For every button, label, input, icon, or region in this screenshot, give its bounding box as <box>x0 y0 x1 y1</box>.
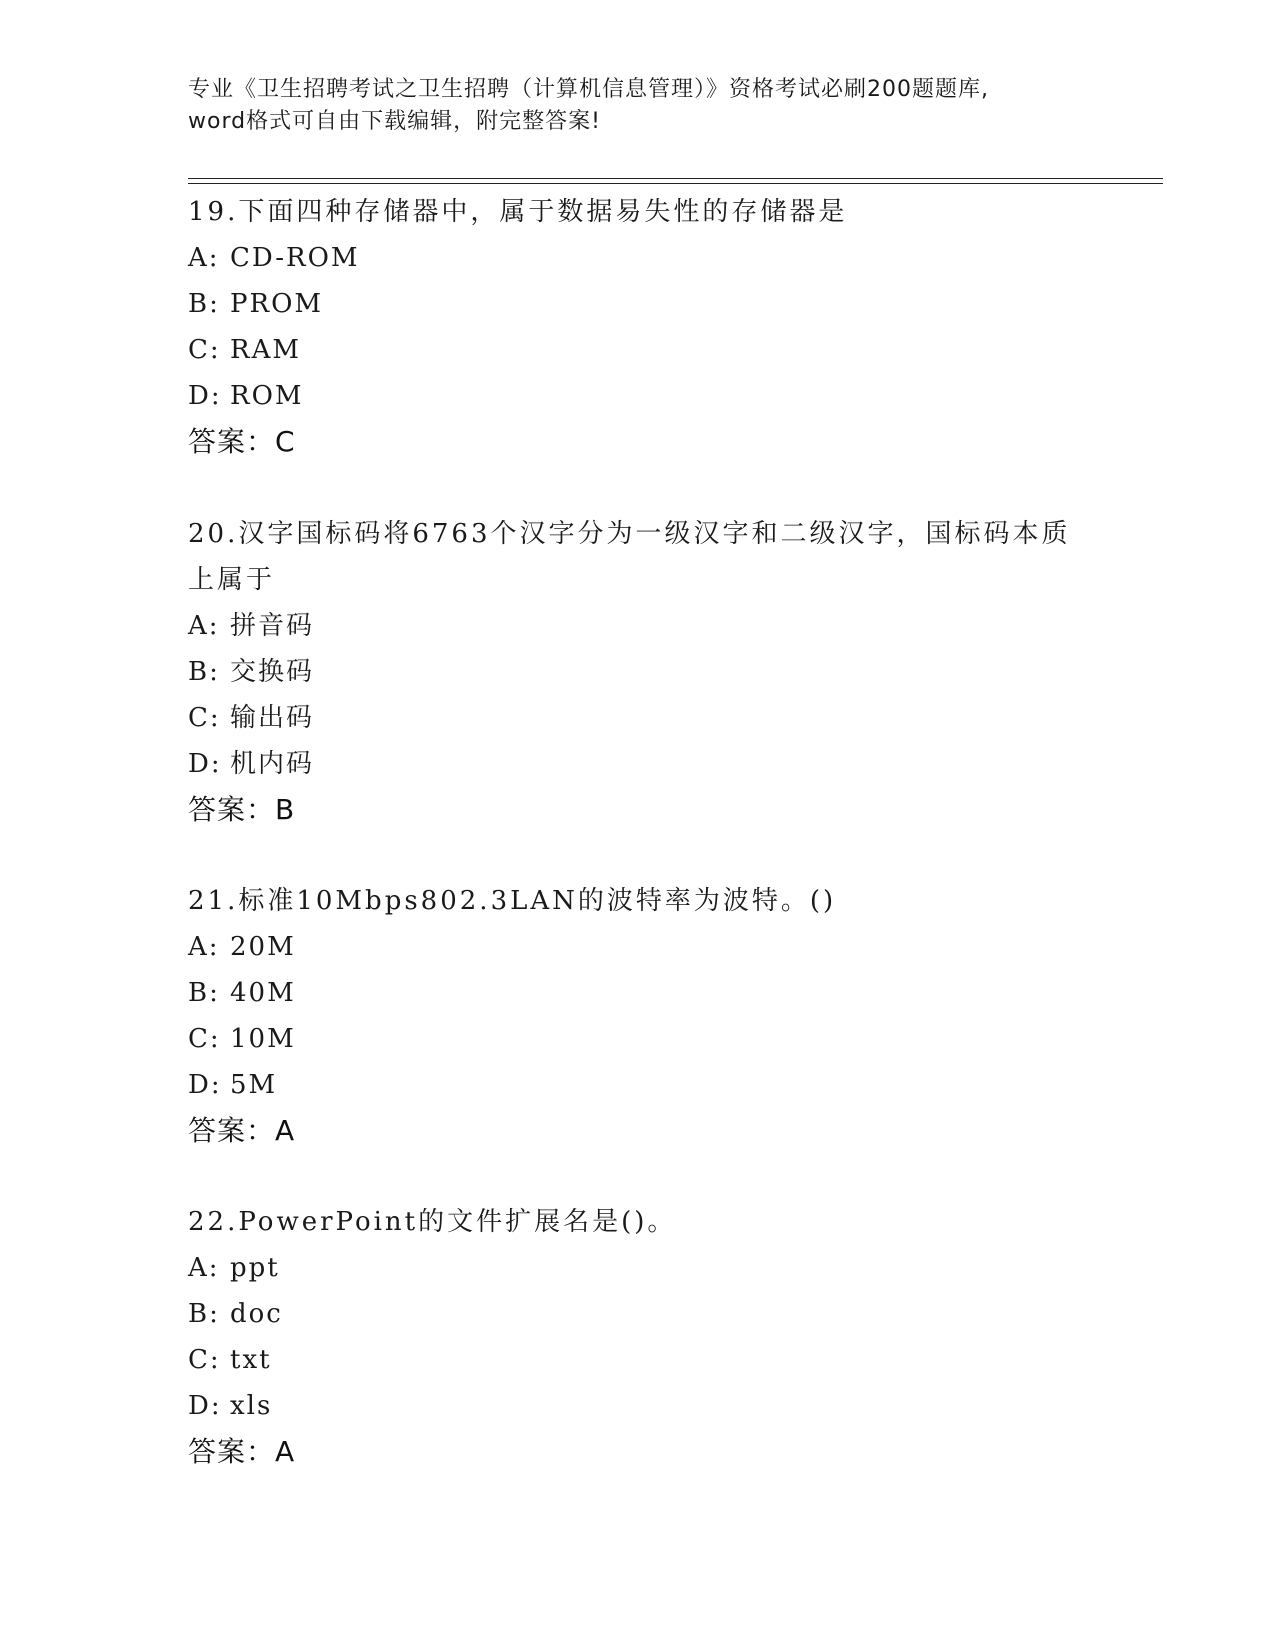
option-value: 输出码 <box>230 703 315 733</box>
option-d <box>188 741 1088 787</box>
option-key: A: <box>188 611 220 641</box>
option-key: A: <box>188 243 220 273</box>
option-key: C: <box>188 1024 221 1054</box>
option-c <box>188 1337 1088 1383</box>
header-subtitle-line: word格式可自由下载编辑，附完整答案! <box>188 109 601 134</box>
answer-label: 答案：C <box>188 425 296 458</box>
option-value: RAM <box>230 335 301 365</box>
option-value: ppt <box>230 1253 280 1283</box>
question-19 <box>188 189 1088 465</box>
option-c <box>188 327 1088 373</box>
option-d <box>188 373 1088 419</box>
option-key: C: <box>188 703 221 733</box>
option-b <box>188 281 1088 327</box>
option-key: A: <box>188 1253 220 1283</box>
option-value: txt <box>230 1345 272 1375</box>
question-21 <box>188 878 1088 1154</box>
option-a <box>188 235 1088 281</box>
option-b <box>188 649 1088 695</box>
header-divider-top <box>188 178 1163 179</box>
question-text-line: 19.下面四种存储器中，属于数据易失性的存储器是 <box>188 197 848 227</box>
question-text <box>188 878 1088 924</box>
option-d <box>188 1383 1088 1429</box>
option-a <box>188 1245 1088 1291</box>
answer-label: 答案：A <box>188 1435 296 1468</box>
option-key: A: <box>188 932 220 962</box>
document-header <box>188 74 1088 138</box>
option-value: 拼音码 <box>230 611 315 641</box>
option-value: 5M <box>230 1070 278 1100</box>
option-key: D: <box>188 381 222 411</box>
question-text <box>188 511 1088 603</box>
option-value: doc <box>230 1299 283 1329</box>
option-value: 机内码 <box>230 749 315 779</box>
question-text-line: 21.标准10Mbps802.3LAN的波特率为波特。() <box>188 886 837 916</box>
answer-label: 答案：B <box>188 793 296 826</box>
option-b <box>188 1291 1088 1337</box>
option-key: D: <box>188 749 222 779</box>
header-divider-bottom <box>188 183 1163 184</box>
question-22 <box>188 1199 1088 1475</box>
question-20 <box>188 511 1088 833</box>
option-value: ROM <box>230 381 304 411</box>
option-key: B: <box>188 289 220 319</box>
question-text-line: 上属于 <box>188 565 276 595</box>
option-key: C: <box>188 335 221 365</box>
option-key: B: <box>188 1299 220 1329</box>
option-c <box>188 1016 1088 1062</box>
option-a <box>188 924 1088 970</box>
option-key: D: <box>188 1070 222 1100</box>
header-title-line: 专业《卫生招聘考试之卫生招聘（计算机信息管理）》资格考试必刷200题题库, <box>188 77 989 102</box>
option-c <box>188 695 1088 741</box>
option-key: B: <box>188 978 220 1008</box>
option-value: 20M <box>230 932 296 962</box>
option-key: D: <box>188 1391 222 1421</box>
option-value: CD-ROM <box>230 243 360 273</box>
question-text-line: 20.汉字国标码将6763个汉字分为一级汉字和二级汉字，国标码本质 <box>188 519 1071 549</box>
option-value: xls <box>230 1391 273 1421</box>
option-value: 交换码 <box>230 657 315 687</box>
option-key: B: <box>188 657 220 687</box>
option-b <box>188 970 1088 1016</box>
question-text <box>188 1199 1088 1245</box>
option-value: PROM <box>230 289 324 319</box>
question-text <box>188 189 1088 235</box>
question-text-line: 22.PowerPoint的文件扩展名是()。 <box>188 1207 677 1237</box>
option-a <box>188 603 1088 649</box>
option-d <box>188 1062 1088 1108</box>
option-value: 10M <box>230 1024 296 1054</box>
answer-label: 答案：A <box>188 1114 296 1147</box>
option-key: C: <box>188 1345 221 1375</box>
option-value: 40M <box>230 978 296 1008</box>
